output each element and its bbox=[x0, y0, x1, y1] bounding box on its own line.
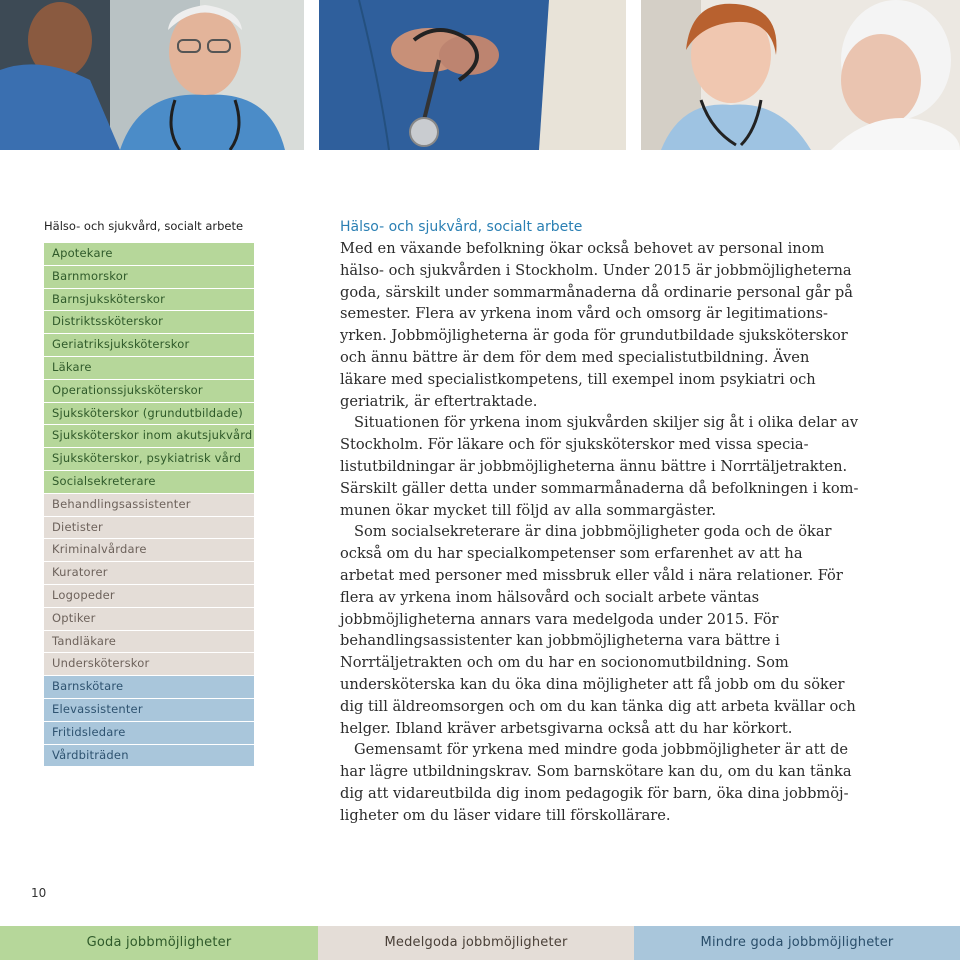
list-item: Logopeder bbox=[44, 585, 254, 607]
list-item: Dietister bbox=[44, 517, 254, 539]
list-item: Barnmorskor bbox=[44, 266, 254, 288]
list-item: Barnsjuksköterskor bbox=[44, 289, 254, 311]
list-item: Operationssjuksköterskor bbox=[44, 380, 254, 402]
legend-medium: Medelgoda jobbmöjligheter bbox=[318, 926, 634, 960]
main-article bbox=[340, 217, 860, 827]
list-item: Geriatriksjuksköterskor bbox=[44, 334, 254, 356]
list-item: Socialsekreterare bbox=[44, 471, 254, 493]
list-item: Elevassistenter bbox=[44, 699, 254, 721]
list-item: Barnskötare bbox=[44, 676, 254, 698]
list-item: Läkare bbox=[44, 357, 254, 379]
list-item: Kuratorer bbox=[44, 562, 254, 584]
page-number: 10 bbox=[31, 886, 47, 900]
legend-bar bbox=[0, 926, 960, 960]
list-item: Vårdbiträden bbox=[44, 745, 254, 767]
article-paragraph: Gemensamt för yrkena med mindre goda jobbmöjligheter är att de har lägre utbildningskrav. Som barnskötare kan du, om du kan tänka dig att vidareutbilda dig inom pedagogik för barn, öka dina jobbmöjligheter om du läser vidare till förskollärare. bbox=[340, 741, 852, 824]
list-item: Sjuksköterskor, psykiatrisk vård bbox=[44, 448, 254, 470]
legend-few: Mindre goda jobbmöjligheter bbox=[634, 926, 960, 960]
list-item: Kriminalvårdare bbox=[44, 539, 254, 561]
article-paragraph: Med en växande befolkning ökar också behovet av personal inom hälso- och sjukvården i Stockholm. Under 2015 är jobbmöjligheterna goda, särskilt under sommarmånaderna då ordinarie personal går på semester. Flera av yrkena inom vård och omsorg är legitimationsyrken. Jobbmöjligheterna är goda för grundutbildade sjuksköterskor och ännu bättre är dem för dem med specialistutbildning. Även läkare med specialistkompetens, till exempel inom psykiatri och geriatrik, är eftertraktade. bbox=[340, 240, 853, 410]
legend-good: Goda jobbmöjligheter bbox=[0, 926, 318, 960]
article-heading: Hälso- och sjukvård, socialt arbete bbox=[340, 219, 583, 235]
list-item: Undersköterskor bbox=[44, 653, 254, 675]
list-item: Fritidsledare bbox=[44, 722, 254, 744]
list-item: Behandlingsassistenter bbox=[44, 494, 254, 516]
list-item: Tandläkare bbox=[44, 631, 254, 653]
list-item: Sjuksköterskor inom akutsjukvård bbox=[44, 425, 254, 447]
occupation-list bbox=[44, 243, 254, 767]
article-paragraph: Situationen för yrkena inom sjukvården skiljer sig åt i olika delar av Stockholm. För läkare och för sjuksköterskor med vissa specialistutbildningar är jobbmöjligheterna ännu bättre i Norrtäljetrakten. Särskilt gäller detta under sommarmånaderna då befolkningen i kommunen ökar mycket till följd av alla sommargäster. bbox=[340, 414, 859, 519]
list-item: Apotekare bbox=[44, 243, 254, 265]
photo-doctors bbox=[0, 0, 304, 150]
photo-nurse-patient bbox=[641, 0, 960, 150]
list-item: Distriktssköterskor bbox=[44, 311, 254, 333]
list-item: Optiker bbox=[44, 608, 254, 630]
article-paragraph: Som socialsekreterare är dina jobbmöjligheter goda och de ökar också om du har specialkompetenser som erfarenhet av att ha arbetat med personer med missbruk eller våld i nära relationer. För flera av yrkena inom hälsovård och socialt arbete väntas jobbmöjligheterna annars vara medelgoda under 2015. För behandlingsassistenter kan jobbmöjligheterna vara bättre i Norrtäljetrakten och om du har en socionomutbildning. Som undersköterska kan du öka dina möjligheter att få jobb om du söker dig till äldreomsorgen och om du kan tänka dig att arbeta kvällar och helger. Ibland kräver arbetsgivarna också att du har körkort. bbox=[340, 523, 856, 737]
sidebar-title: Hälso- och sjukvård, socialt arbete bbox=[44, 219, 244, 233]
photo-stethoscope-hands bbox=[319, 0, 626, 150]
list-item: Sjuksköterskor (grundutbildade) bbox=[44, 403, 254, 425]
